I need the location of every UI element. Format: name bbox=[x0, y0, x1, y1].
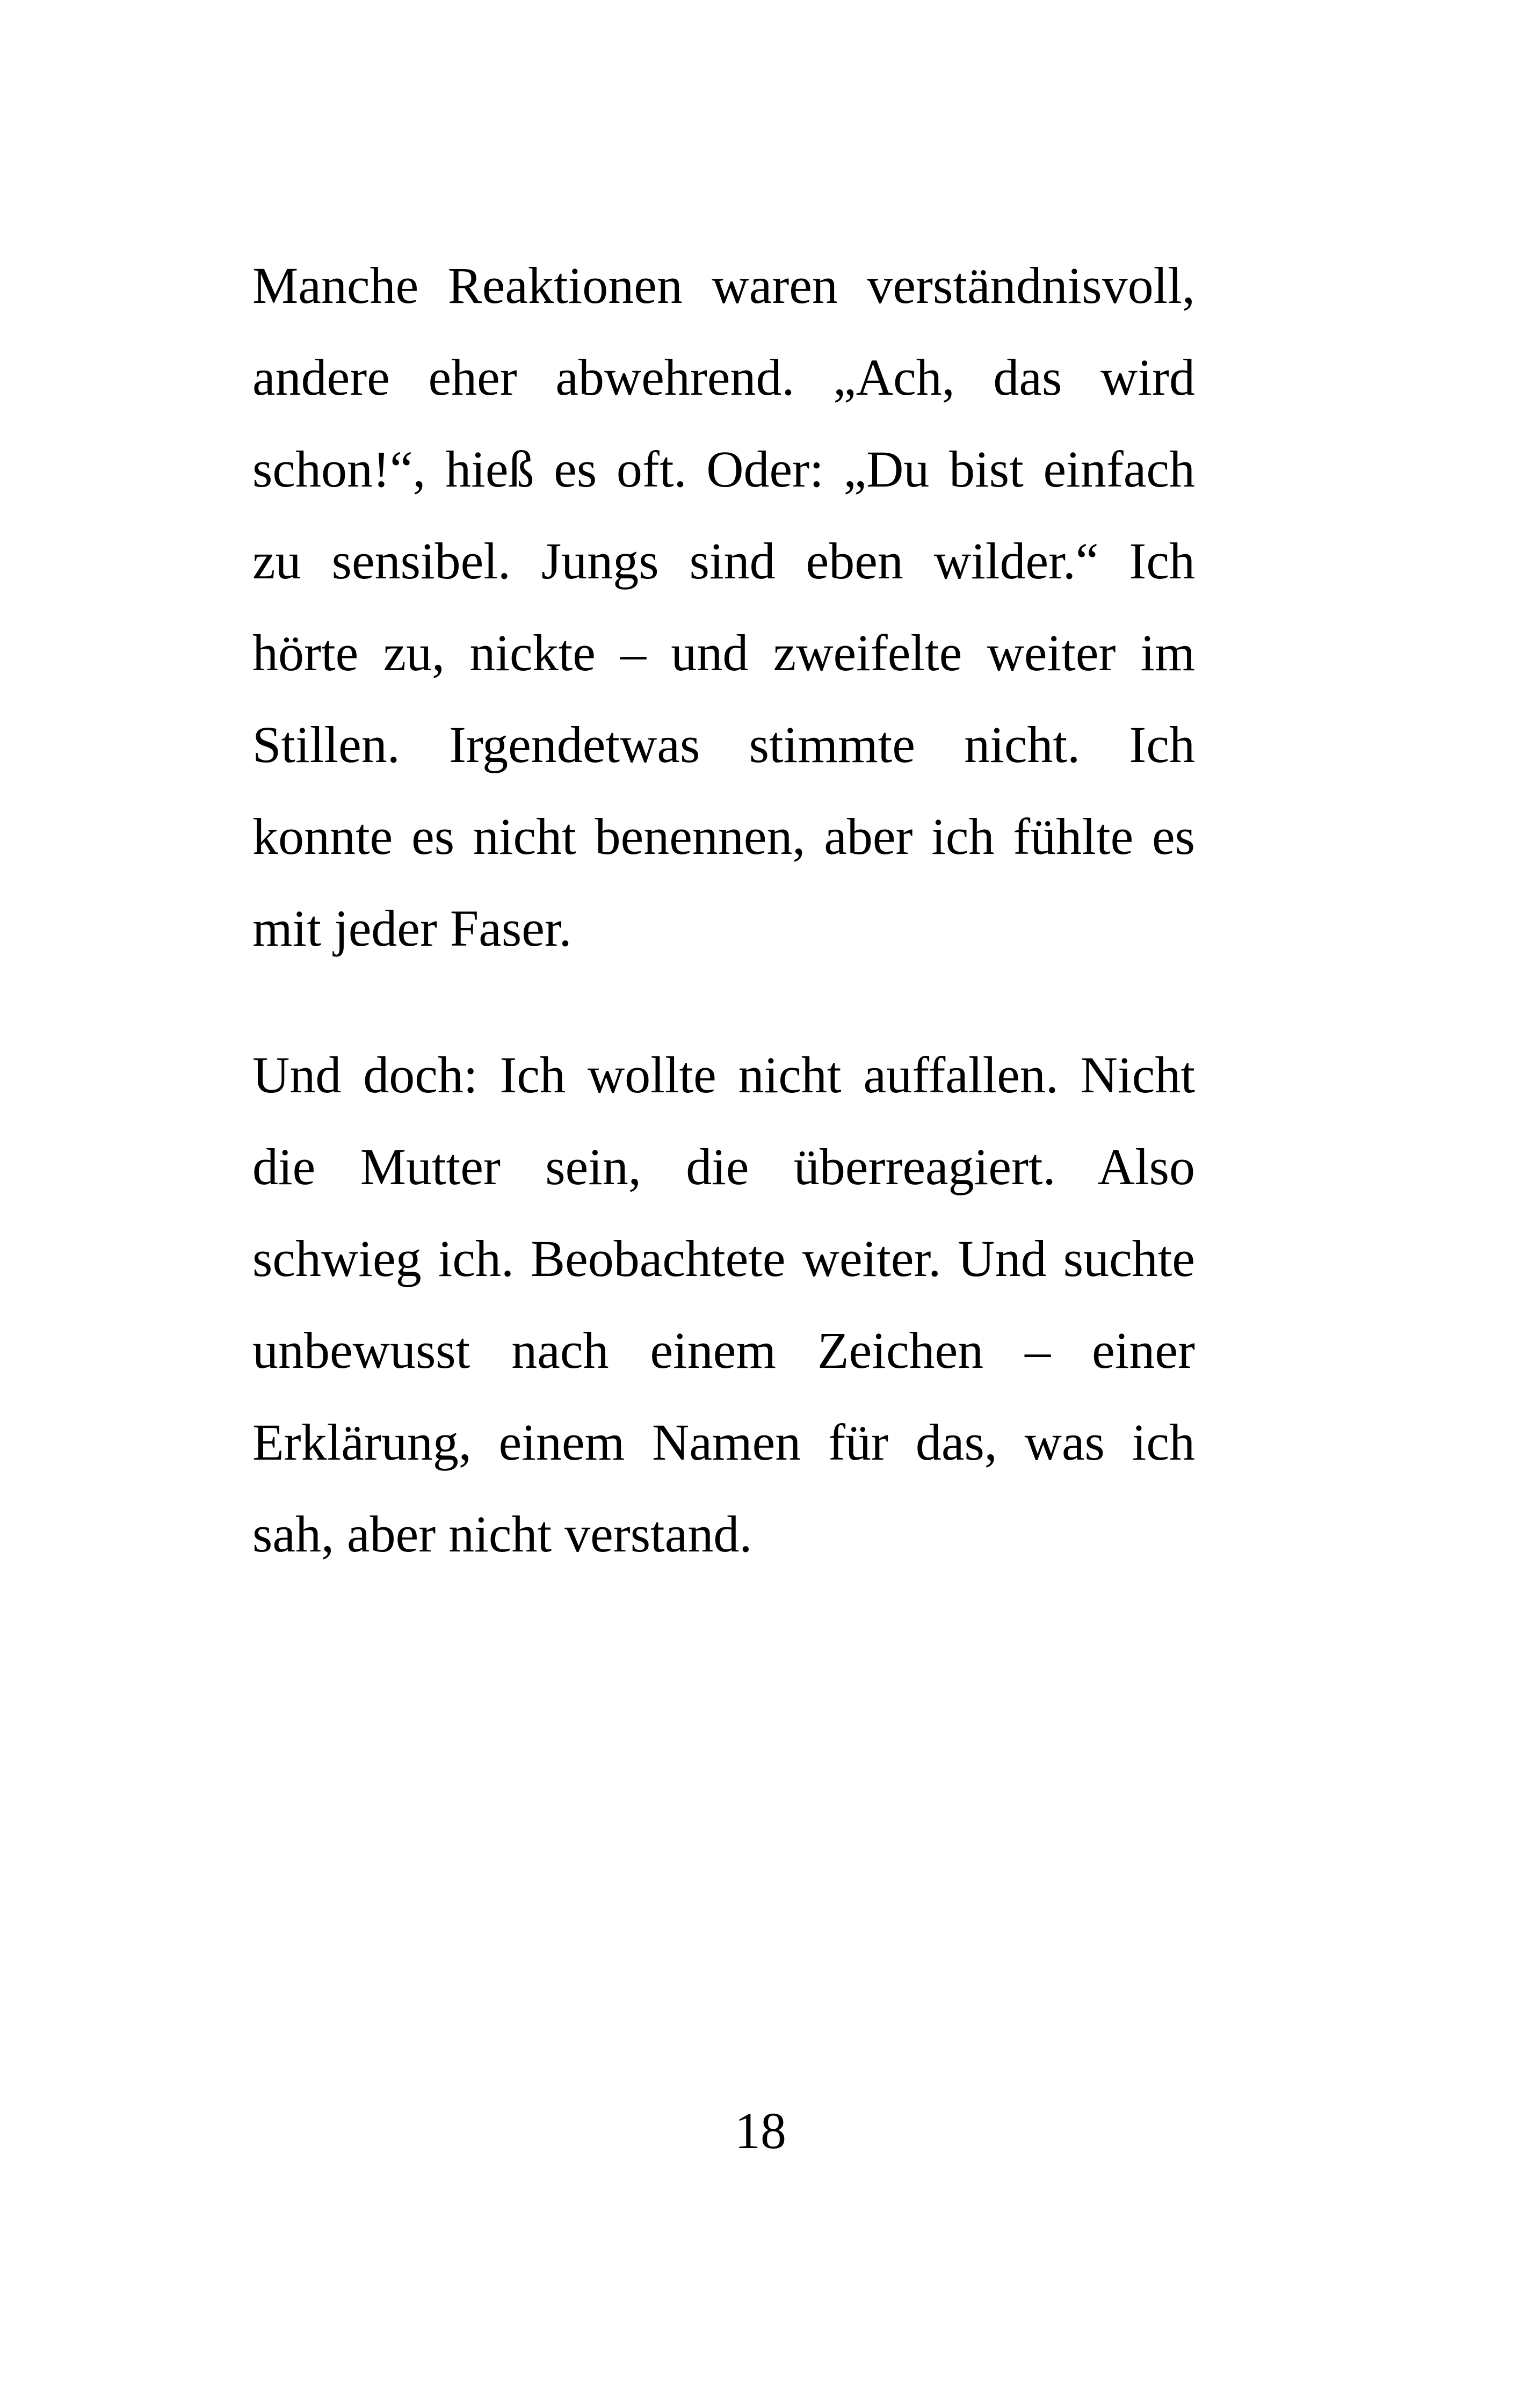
text-line: Und doch: Ich wollte nicht auffallen. Nicht bbox=[252, 1046, 1195, 1104]
text-line: Erklärung, einem Namen für das, was ich bbox=[252, 1413, 1195, 1471]
page-number: 18 bbox=[735, 2102, 786, 2159]
text-line: sah, aber nicht verstand. bbox=[252, 1505, 752, 1563]
text-line: mit jeder Faser. bbox=[252, 900, 572, 957]
text-line: hörte zu, nickte – und zweifelte weiter im bbox=[252, 624, 1195, 681]
text-line: unbewusst nach einem Zeichen – einer bbox=[252, 1322, 1195, 1379]
text-line: schon!“, hieß es oft. Oder: „Du bist einfach bbox=[252, 440, 1195, 498]
paragraph-1 bbox=[252, 240, 1195, 974]
text-line: konnte es nicht benennen, aber ich fühlte es bbox=[252, 808, 1195, 865]
text-line: zu sensibel. Jungs sind eben wilder.“ Ich bbox=[252, 532, 1195, 590]
text-line: Stillen. Irgendetwas stimmte nicht. Ich bbox=[252, 716, 1195, 773]
text-line: die Mutter sein, die überreagiert. Also bbox=[252, 1138, 1195, 1195]
paragraph-2 bbox=[252, 1029, 1195, 1580]
text-line: Manche Reaktionen waren verständnisvoll, bbox=[252, 257, 1195, 314]
text-line: schwieg ich. Beobachtete weiter. Und suchte bbox=[252, 1230, 1195, 1287]
text-line: andere eher abwehrend. „Ach, das wird bbox=[252, 349, 1195, 406]
